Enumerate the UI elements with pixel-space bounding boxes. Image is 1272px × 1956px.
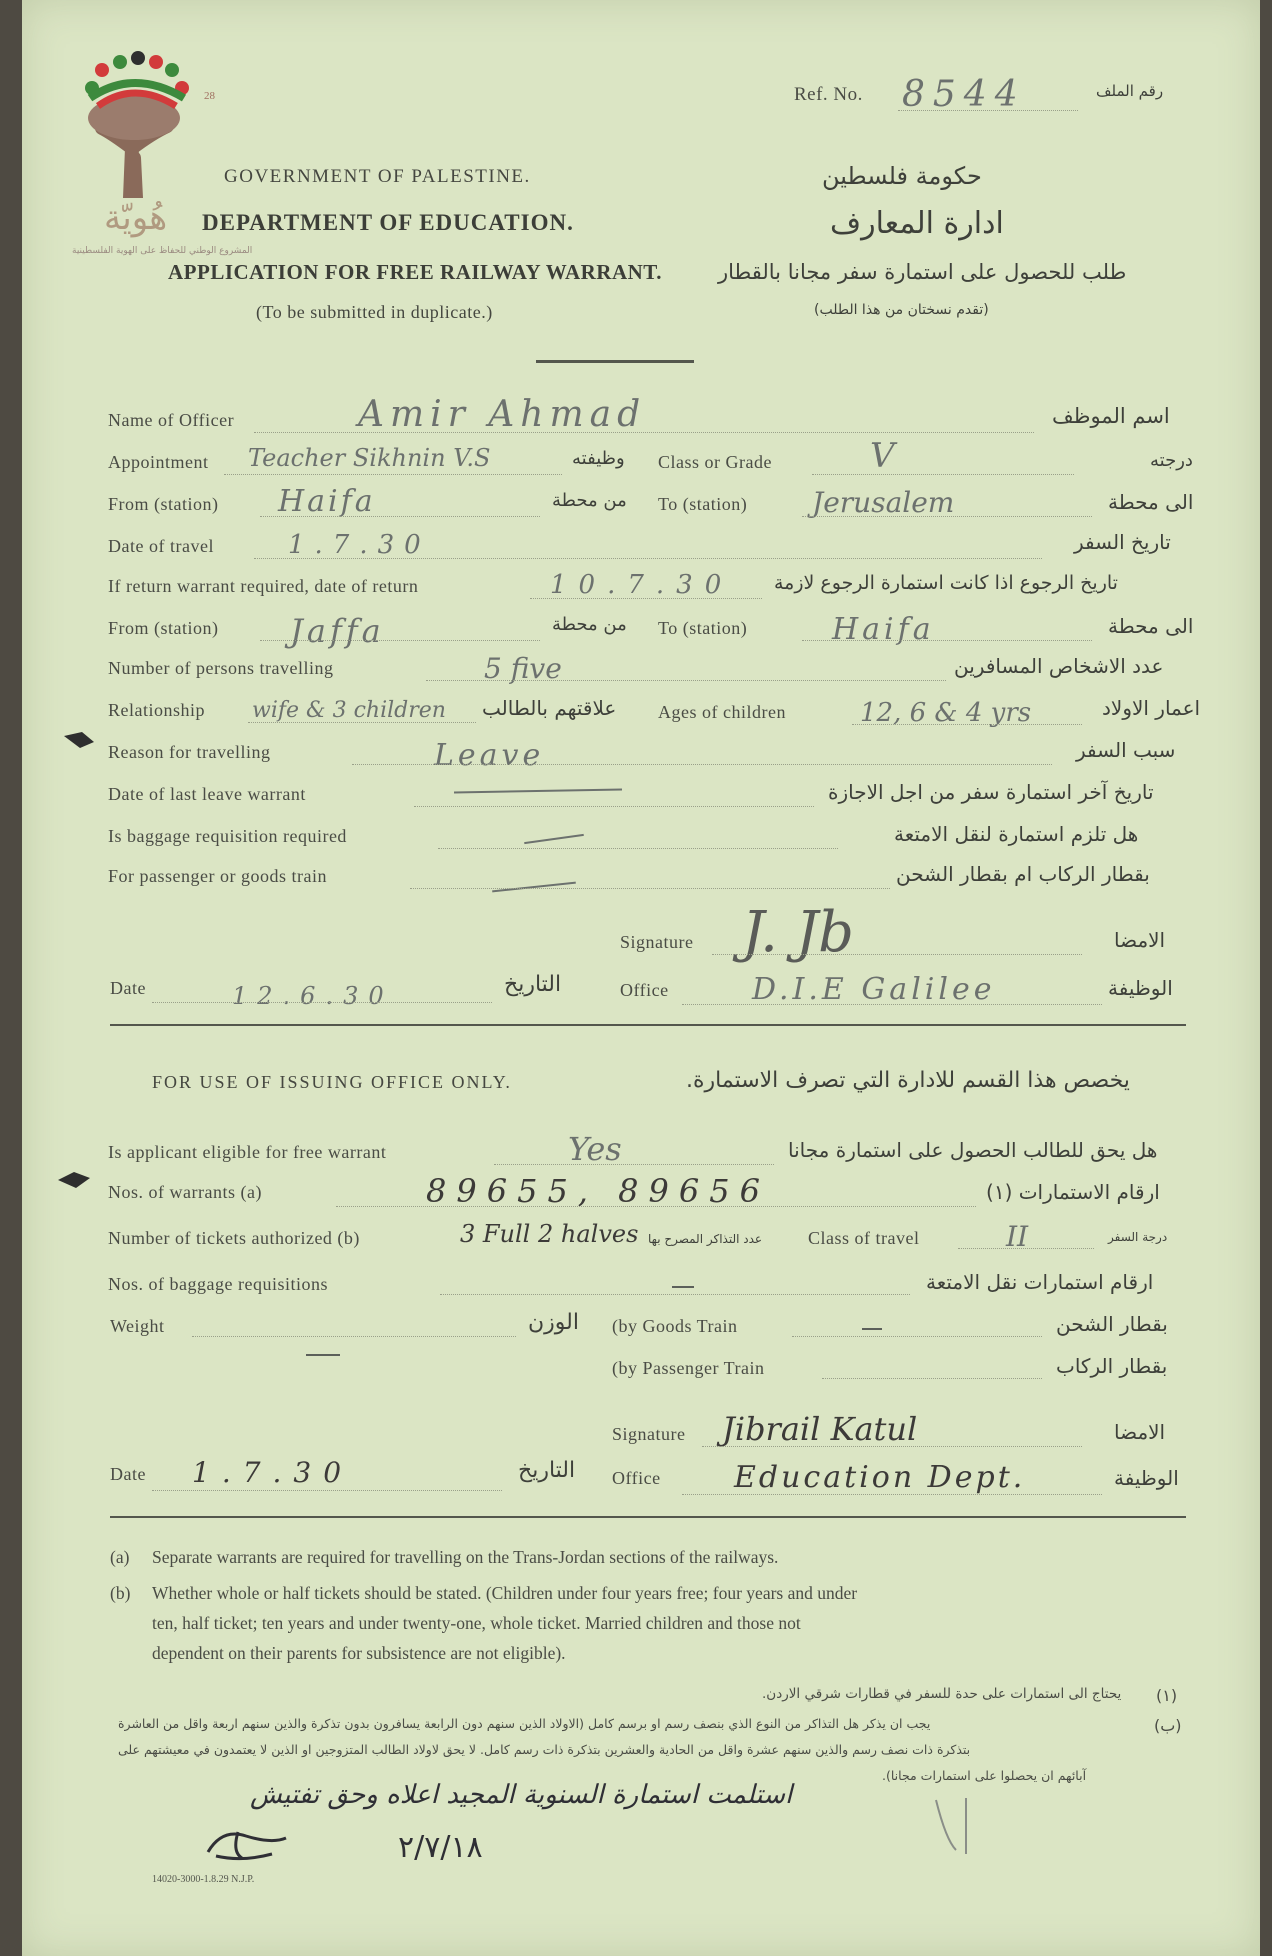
note-b-tag: (b)	[110, 1583, 131, 1603]
section-rule-2	[110, 1516, 1186, 1518]
to-label: To (station)	[658, 494, 748, 514]
dup-note: (To be submitted in duplicate.)	[256, 302, 493, 322]
class-label: Class or Grade	[658, 452, 772, 472]
class-travel-label: Class of travel	[808, 1228, 920, 1248]
issuing-office-label-ar: الوظيفة	[1114, 1466, 1179, 1490]
app-title: APPLICATION FOR FREE RAILWAY WARRANT.	[168, 260, 662, 284]
logo-name: هُويّة	[104, 198, 168, 238]
class-travel-label-ar: درجة السفر	[1108, 1230, 1168, 1244]
weight-label: Weight	[110, 1316, 165, 1336]
ages-label: Ages of children	[658, 702, 786, 722]
appointment-label: Appointment	[108, 452, 209, 472]
baggage-req-label-ar: ارقام استمارات نقل الامتعة	[926, 1270, 1154, 1294]
footer-date: ٢/٧/١٨	[398, 1830, 483, 1865]
signature-label-ar: الامضا	[1114, 928, 1166, 952]
eligible-label-ar: هل يحق للطالب الحصول على استمارة مجانا	[788, 1138, 1158, 1162]
last-leave-label-ar: تاريخ آخر استمارة سفر من اجل الاجازة	[828, 780, 1154, 804]
baggage-dash	[524, 834, 584, 844]
issuing-date-label: Date	[110, 1464, 146, 1484]
margin-initials-icon	[926, 1790, 986, 1860]
train-label: For passenger or goods train	[108, 866, 327, 886]
passenger-label-ar: بقطار الركاب	[1056, 1354, 1168, 1378]
date-travel-value: 1.7.30	[288, 530, 431, 560]
return-label-ar: تاريخ الرجوع اذا كانت استمارة الرجوع لازمة	[774, 572, 1118, 594]
name-label-ar: اسم الموظف	[1052, 404, 1170, 428]
relationship-label-ar: علاقتهم بالطالب	[482, 696, 617, 720]
note-ar-a: يحتاج الى استمارات على حدة للسفر في قطارات شرقي الاردن.	[762, 1686, 1122, 1702]
baggage-label-ar: هل تلزم استمارة لنقل الامتعة	[894, 822, 1139, 846]
goods-label: (by Goods Train	[612, 1316, 738, 1336]
ages-label-ar: اعمار الاولاد	[1102, 696, 1201, 720]
issuing-signature-label-ar: الامضا	[1114, 1420, 1166, 1444]
from-value: Haifa	[278, 484, 376, 519]
return-value: 10.7.30	[550, 570, 734, 600]
footer-handwriting: استلمت استمارة السنوية المجيد اعلاه وحق تفتيش	[250, 1780, 793, 1810]
margin-mark-icon	[62, 728, 96, 750]
to2-label: To (station)	[658, 618, 748, 638]
date-label-ar: التاريخ	[504, 972, 562, 997]
issuing-office-value: Education Dept.	[734, 1460, 1026, 1495]
document-page	[22, 0, 1260, 1956]
passenger-label: (by Passenger Train	[612, 1358, 765, 1378]
issuing-date-label-ar: التاريخ	[518, 1458, 576, 1483]
reason-label: Reason for travelling	[108, 742, 271, 762]
date-travel-label: Date of travel	[108, 536, 214, 556]
last-leave-dash	[454, 789, 622, 794]
persons-label-ar: عدد الاشخاص المسافرين	[954, 654, 1164, 678]
persons-value: 5 five	[484, 652, 562, 685]
note-ar-a-tag: (١)	[1156, 1686, 1178, 1705]
goods-label-ar: بقطار الشحن	[1056, 1312, 1168, 1336]
class-label-ar: درجته	[1150, 450, 1193, 471]
office-value: D.I.E Galilee	[752, 972, 996, 1007]
tickets-label: Number of tickets authorized (b)	[108, 1228, 360, 1248]
ages-value: 12, 6 & 4 yrs	[860, 698, 1032, 728]
issuing-date-value: 1.7.30	[192, 1456, 354, 1489]
note-b-line2: ten, half ticket; ten years and under twenty-one, whole ticket. Married children and those not	[152, 1613, 801, 1633]
dept-title-ar: ادارة المعارف	[830, 206, 1004, 241]
relationship-label: Relationship	[108, 700, 205, 720]
tree-icon	[72, 48, 202, 198]
nos-label-ar: ارقام الاستمارات (١)	[986, 1180, 1160, 1204]
header-rule	[536, 360, 694, 363]
note-ar-b1: يجب ان يذكر هل التذاكر من النوع الذي بنصف رسم او برسم كامل (الاولاد الذين سنهم دون الرابعة يسافرون بدون تذكرة والذين سنهم اربعة واقل من العاشرة	[118, 1716, 931, 1731]
gov-title-ar: حكومة فلسطين	[822, 162, 982, 190]
from2-label-ar: من محطة	[552, 614, 627, 635]
issuing-signature-value: Jibrail Katul	[722, 1410, 918, 1448]
note-ar-b2: بتذكرة ذات نصف رسم والذين سنهم عشرة واقل من الحادية والعشرين بتذكرة ذات رسم كامل. لا يحق لاولاد الطالب المتزوجين او الذين لا يعتمدون في معيشتهم على	[118, 1742, 971, 1757]
from-label-ar: من محطة	[552, 490, 627, 511]
name-label: Name of Officer	[108, 410, 235, 430]
return-label: If return warrant required, date of return	[108, 576, 419, 596]
note-ar-b3: آبائهم ان يحصلوا على استمارات مجانا).	[882, 1768, 1087, 1783]
train-dash	[492, 882, 576, 893]
tickets-label-ar: عدد التذاكر المصرح بها	[648, 1232, 763, 1246]
date-travel-label-ar: تاريخ السفر	[1074, 530, 1171, 554]
reason-value: Leave	[434, 738, 545, 773]
signature-value: J. Jb	[742, 900, 854, 965]
note-b-line1: Whether whole or half tickets should be stated. (Children under four years free; four years and under	[152, 1583, 858, 1603]
to-label-ar: الى محطة	[1108, 490, 1194, 514]
baggage-req-dash	[672, 1286, 694, 1288]
office-label: Office	[620, 980, 669, 1000]
note-ar-b-tag: (ب)	[1154, 1716, 1182, 1735]
gov-title: GOVERNMENT OF PALESTINE.	[224, 166, 531, 187]
class-travel-value: II	[1006, 1220, 1029, 1253]
to2-value: Haifa	[832, 612, 935, 647]
from2-label: From (station)	[108, 618, 219, 638]
baggage-req-label: Nos. of baggage requisitions	[108, 1274, 328, 1294]
weight-dash	[306, 1354, 340, 1356]
issuing-title: FOR USE OF ISSUING OFFICE ONLY.	[152, 1072, 512, 1092]
initials-mark-icon	[202, 1822, 292, 1866]
heritage-logo	[72, 48, 253, 263]
nos-value: 89655, 89656	[426, 1172, 770, 1210]
issuing-office-label: Office	[612, 1468, 661, 1488]
to2-label-ar: الى محطة	[1108, 614, 1194, 638]
app-title-ar: طلب للحصول على استمارة سفر مجانا بالقطار	[718, 260, 1127, 284]
baggage-label: Is baggage requisition required	[108, 826, 347, 846]
ref-label-ar: رقم الملف	[1096, 82, 1164, 100]
margin-mark-icon-2	[56, 1170, 92, 1190]
from2-value: Jaffa	[290, 612, 385, 650]
note-b-line3: dependent on their parents for subsistence are not eligible).	[152, 1643, 566, 1663]
note-a-text: Separate warrants are required for travelling on the Trans-Jordan sections of the railways.	[152, 1547, 779, 1567]
dept-title: DEPARTMENT OF EDUCATION.	[202, 210, 574, 235]
name-value: Amir Ahmad	[358, 394, 647, 435]
section-rule-1	[110, 1024, 1186, 1026]
eligible-label: Is applicant eligible for free warrant	[108, 1142, 387, 1162]
class-value: V	[870, 436, 895, 476]
ref-value: 8544	[902, 74, 1026, 115]
logo-badge: 28	[204, 90, 215, 102]
note-a-tag: (a)	[110, 1547, 130, 1567]
last-leave-label: Date of last leave warrant	[108, 784, 306, 804]
from-label: From (station)	[108, 494, 219, 514]
appointment-value: Teacher Sikhnin V.S	[248, 444, 491, 472]
tickets-value: 3 Full 2 halves	[460, 1220, 639, 1248]
goods-dash	[862, 1328, 882, 1330]
persons-label: Number of persons travelling	[108, 658, 334, 678]
date-label: Date	[110, 978, 146, 998]
weight-label-ar: الوزن	[528, 1310, 579, 1335]
to-value: Jerusalem	[812, 486, 955, 519]
reason-label-ar: سبب السفر	[1076, 738, 1176, 762]
dup-note-ar: (تقدم نسختان من هذا الطلب)	[814, 302, 989, 318]
nos-label: Nos. of warrants (a)	[108, 1182, 262, 1202]
date-value: 12.6.30	[232, 982, 394, 1010]
ref-label: Ref. No.	[794, 84, 863, 105]
relationship-value: wife & 3 children	[252, 698, 446, 723]
appointment-label-ar: وظيفته	[572, 448, 625, 469]
office-label-ar: الوظيفة	[1108, 976, 1173, 1000]
printer-code: 14020-3000-1.8.29 N.J.P.	[152, 1874, 255, 1885]
signature-label: Signature	[620, 932, 694, 952]
train-label-ar: بقطار الركاب ام بقطار الشحن	[896, 862, 1150, 886]
issuing-signature-label: Signature	[612, 1424, 686, 1444]
logo-tagline: المشروع الوطني للحفاظ على الهوية الفلسطينية	[72, 246, 253, 256]
eligible-value: Yes	[568, 1130, 622, 1168]
issuing-title-ar: يخصص هذا القسم للادارة التي تصرف الاستمارة.	[686, 1068, 1130, 1093]
